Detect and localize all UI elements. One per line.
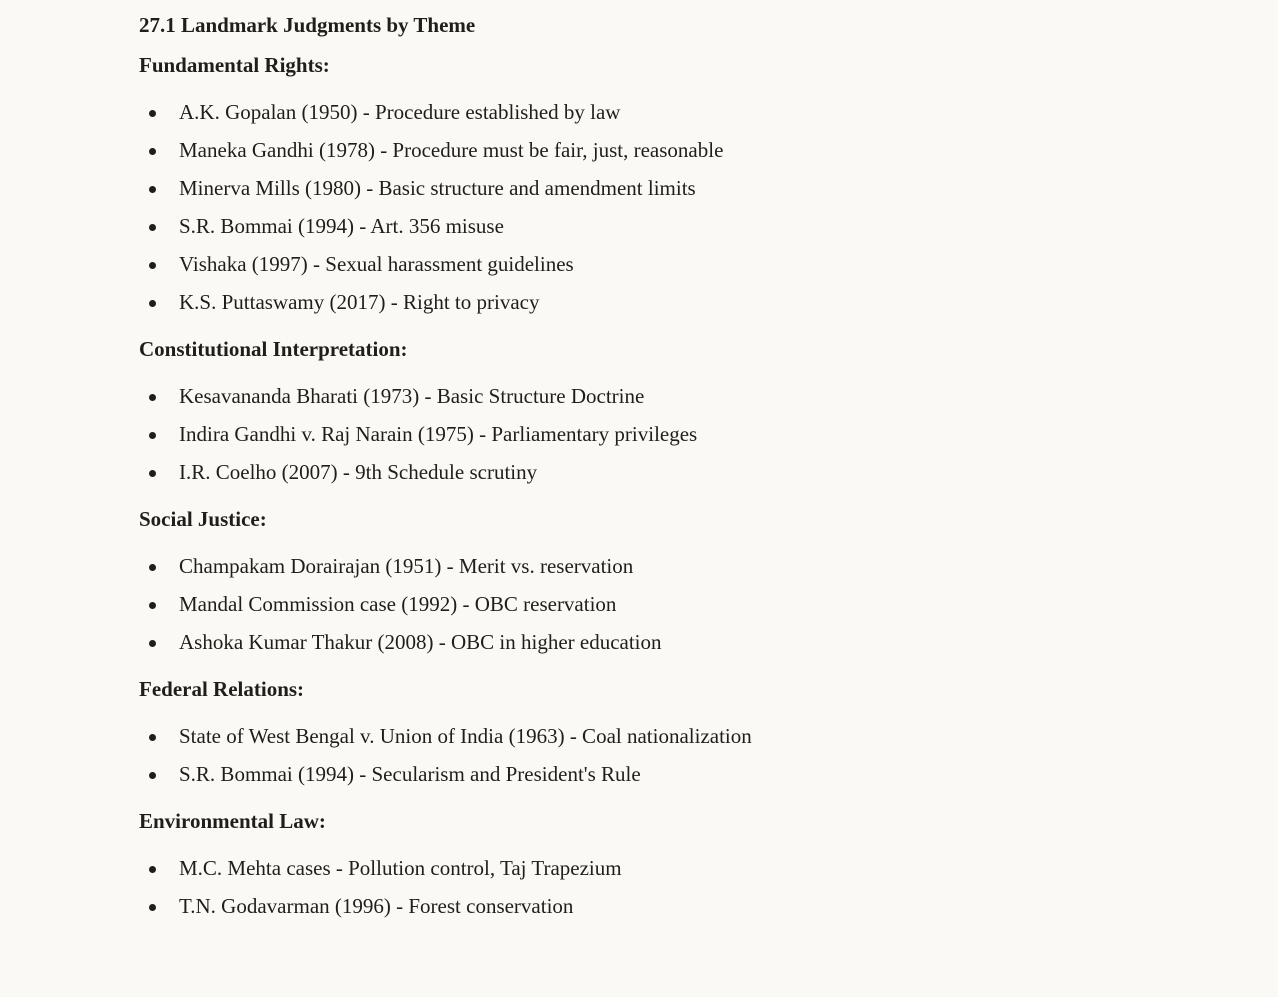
list-item-text: Kesavananda Bharati (1973) - Basic Structure Doctrine — [179, 384, 645, 408]
list-item-text: S.R. Bommai (1994) - Art. 356 misuse — [179, 214, 504, 238]
section-environmental-law — [139, 809, 1139, 918]
list-item — [139, 554, 1139, 578]
list-item-text: Ashoka Kumar Thakur (2008) - OBC in higher education — [179, 630, 662, 654]
bullet-icon — [149, 148, 156, 155]
bullet-icon — [149, 470, 156, 477]
list-item-text: Maneka Gandhi (1978) - Procedure must be fair, just, reasonable — [179, 138, 724, 162]
list-item-text: K.S. Puttaswamy (2017) - Right to privacy — [179, 290, 540, 314]
list-item — [139, 724, 1139, 748]
list-item — [139, 856, 1139, 880]
bullet-icon — [149, 394, 156, 401]
section-social-justice — [139, 507, 1139, 654]
list-item-text: State of West Bengal v. Union of India (1963) - Coal nationalization — [179, 724, 752, 748]
bullet-icon — [149, 300, 156, 307]
list-item — [139, 176, 1139, 200]
list-item-text: Mandal Commission case (1992) - OBC reservation — [179, 592, 617, 616]
bullet-icon — [149, 866, 156, 873]
list-item-text: Minerva Mills (1980) - Basic structure and amendment limits — [179, 176, 696, 200]
bullet-icon — [149, 734, 156, 741]
list-item — [139, 214, 1139, 238]
list-item-text: A.K. Gopalan (1950) - Procedure established by law — [179, 100, 621, 124]
section-constitutional-interpretation — [139, 337, 1139, 484]
bullet-icon — [149, 262, 156, 269]
section-heading: Federal Relations: — [139, 677, 305, 701]
list-item — [139, 138, 1139, 162]
document — [139, 0, 1139, 918]
list-item — [139, 762, 1139, 786]
bullet-icon — [149, 602, 156, 609]
bullet-icon — [149, 186, 156, 193]
list-item-text: T.N. Godavarman (1996) - Forest conservation — [179, 894, 574, 918]
judgment-list — [139, 100, 1139, 314]
section-heading: Fundamental Rights: — [139, 53, 330, 77]
section-heading: Constitutional Interpretation: — [139, 337, 408, 361]
judgment-list — [139, 384, 1139, 484]
list-item — [139, 460, 1139, 484]
bullet-icon — [149, 640, 156, 647]
bullet-icon — [149, 772, 156, 779]
list-item — [139, 252, 1139, 276]
list-item — [139, 630, 1139, 654]
list-item — [139, 592, 1139, 616]
bullet-icon — [149, 564, 156, 571]
list-item-text: Champakam Dorairajan (1951) - Merit vs. reservation — [179, 554, 634, 578]
judgment-list — [139, 554, 1139, 654]
section-heading: Social Justice: — [139, 507, 267, 531]
list-item — [139, 384, 1139, 408]
judgment-list — [139, 724, 1139, 786]
judgment-list — [139, 856, 1139, 918]
section-heading: Environmental Law: — [139, 809, 326, 833]
list-item — [139, 290, 1139, 314]
bullet-icon — [149, 904, 156, 911]
list-item — [139, 894, 1139, 918]
section-fundamental-rights — [139, 53, 1139, 314]
list-item-text: S.R. Bommai (1994) - Secularism and President's Rule — [179, 762, 641, 786]
list-item-text: Indira Gandhi v. Raj Narain (1975) - Parliamentary privileges — [179, 422, 698, 446]
section-federal-relations — [139, 677, 1139, 786]
list-item-text: I.R. Coelho (2007) - 9th Schedule scrutiny — [179, 460, 538, 484]
bullet-icon — [149, 432, 156, 439]
list-item-text: Vishaka (1997) - Sexual harassment guidelines — [179, 252, 574, 276]
list-item-text: M.C. Mehta cases - Pollution control, Taj Trapezium — [179, 856, 622, 880]
list-item — [139, 100, 1139, 124]
bullet-icon — [149, 224, 156, 231]
list-item — [139, 422, 1139, 446]
page-title: 27.1 Landmark Judgments by Theme — [139, 13, 476, 37]
bullet-icon — [149, 110, 156, 117]
